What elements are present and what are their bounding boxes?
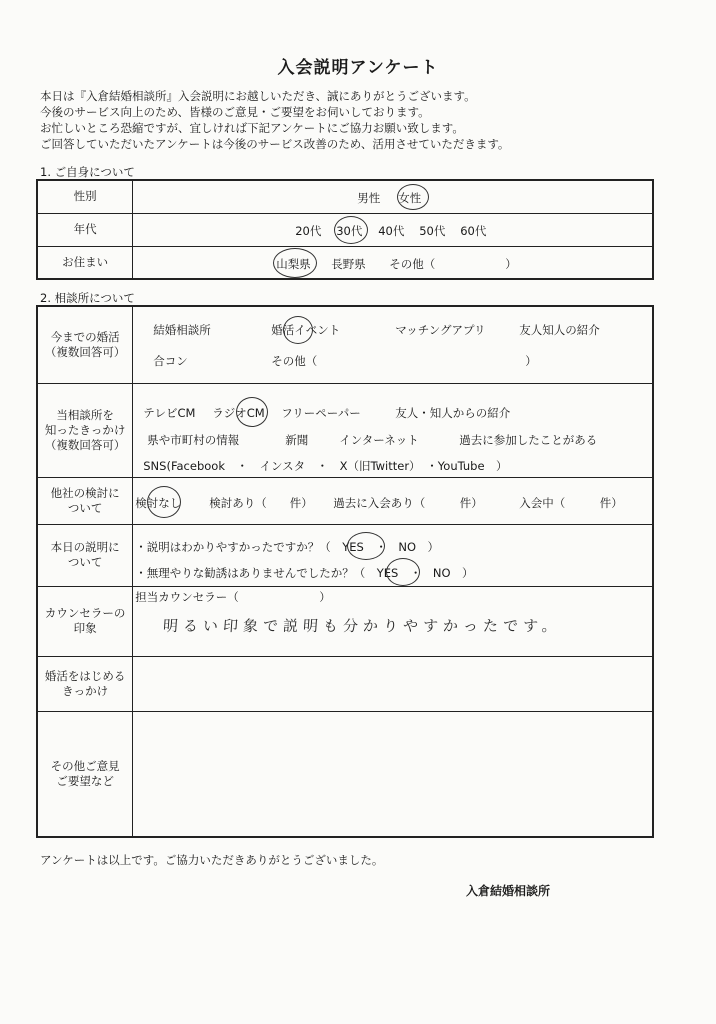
history-row [37,306,653,383]
label-line: 他社の検討に [50,485,120,500]
intro-line: ご回答していただいたアンケートは今後のサービス改善のため、活用させていただきます。 [40,137,510,151]
residence-row [37,246,653,279]
label-line: 今までの婚活 [50,329,120,344]
option-female[interactable]: 女性 [398,191,422,205]
gender-row [37,180,653,213]
gender-label: 性別 [37,180,133,213]
explanation-label [37,524,133,586]
trigger-row [37,383,653,477]
other-agencies-row [37,477,653,524]
option-newspaper[interactable]: 新聞 [285,432,309,447]
question-clarity[interactable]: ・説明はわかりやすかったですか？（ YES ・ NO ） [135,539,439,554]
option-male[interactable]: 男性 [357,191,381,205]
intro-text [40,88,509,152]
age-options [133,213,653,246]
label-line: その他ご意見 [50,758,120,773]
intro-line: お忙しいところ恐縮ですが、宜しければ下記アンケートにご協力お願い致します。 [40,121,464,135]
option-other-close: ） [525,354,537,368]
opinions-row [37,711,653,837]
option-other[interactable]: その他（ [271,354,318,368]
explanation-row [37,524,653,586]
option-nagano[interactable]: 長野県 [331,256,366,271]
counselor-row [37,586,653,656]
residence-label: お住まい [37,246,133,279]
option-yamanashi[interactable]: 山梨県 [276,256,311,271]
counselor-label [37,586,133,656]
closing-message: アンケートは以上です。ご協力いただきありがとうございました。 [40,853,384,867]
history-label [37,306,133,383]
label-line: 当相談所を [56,407,114,422]
label-line: 本日の説明に [50,540,120,554]
motivation-answer[interactable] [133,656,653,711]
option-agency[interactable]: 結婚相談所 [153,323,211,337]
label-line: 婚活をはじめる [44,668,126,683]
section2-heading: 2. 相談所について [40,291,135,305]
label-line: ついて [67,500,103,515]
option-app[interactable]: マッチングアプリ [395,323,486,337]
option-50s[interactable]: 50代 [419,223,446,238]
section2-table [36,305,654,838]
option-past-participation[interactable]: 過去に参加したことがある [459,432,598,447]
option-sns[interactable]: SNS(Facebook ・ インスタ ・ X（旧Twitter） ・YouTube ） [143,458,508,473]
option-30s[interactable]: 30代 [336,223,363,238]
option-current-member[interactable]: 入会中（ 件） [519,495,623,510]
option-40s[interactable]: 40代 [378,223,405,238]
option-20s[interactable]: 20代 [295,223,322,238]
counselor-impression[interactable] [133,586,653,656]
option-radio-cm[interactable]: ラジオCM [212,405,265,420]
trigger-options [133,383,653,477]
opinions-answer[interactable] [133,711,653,837]
section1-heading: 1. ご自身について [40,165,135,179]
motivation-label [37,656,133,711]
option-internet[interactable]: インターネット [339,432,419,447]
option-other[interactable]: その他（ [389,256,436,271]
question-pressure[interactable]: ・無理やりな勧誘はありませんでしたか？（ YES ・ NO ） [135,565,474,580]
form-title: 入会説明アンケート [277,58,439,78]
motivation-row [37,656,653,711]
option-municipal-info[interactable]: 県や市町村の情報 [147,432,240,447]
intro-line: 今後のサービス向上のため、皆様のご意見・ご要望をお伺いしております。 [40,105,430,119]
opinions-label [37,711,133,837]
organization-name: 入倉結婚相談所 [466,884,551,898]
option-free-paper[interactable]: フリーペーパー [281,405,361,420]
label-line: （複数回答可） [44,437,126,452]
other-agencies-options [133,477,653,524]
label-line: 知ったきっかけ [44,422,126,437]
option-friend-intro[interactable]: 友人知人の紹介 [519,323,600,337]
history-options [133,306,653,383]
age-row [37,213,653,246]
section1-table [36,179,654,280]
option-past-member[interactable]: 過去に入会あり（ 件） [333,495,483,510]
trigger-label [37,383,133,477]
option-considering[interactable]: 検討あり（ 件） [209,495,313,510]
label-line: （複数回答可） [44,344,126,359]
option-60s[interactable]: 60代 [460,223,487,238]
option-friend-intro[interactable]: 友人・知人からの紹介 [395,405,511,420]
option-no-consideration[interactable]: 検討なし [135,495,182,510]
other-agencies-label [37,477,133,524]
label-line: カウンセラーの [44,606,126,620]
option-goukon[interactable]: 合コン [153,354,188,368]
label-line: きっかけ [62,683,109,698]
gender-options [133,180,653,213]
label-line: ご要望など [56,773,114,788]
option-other-close: ） [505,256,517,271]
handwritten-answer: 明るい印象で説明も分かりやすかったです。 [162,616,563,635]
option-event[interactable]: 婚活イベント [271,323,341,337]
option-tv-cm[interactable]: テレビCM [143,405,196,420]
residence-options [133,246,653,279]
explanation-questions [133,524,653,586]
age-label: 年代 [37,213,133,246]
intro-line: 本日は『入倉結婚相談所』入会説明にお越しいただき、誠にありがとうございます。 [40,89,476,103]
assigned-counselor: 担当カウンセラー（ ） [135,589,331,604]
label-line: 印象 [73,621,97,635]
label-line: ついて [67,555,103,569]
